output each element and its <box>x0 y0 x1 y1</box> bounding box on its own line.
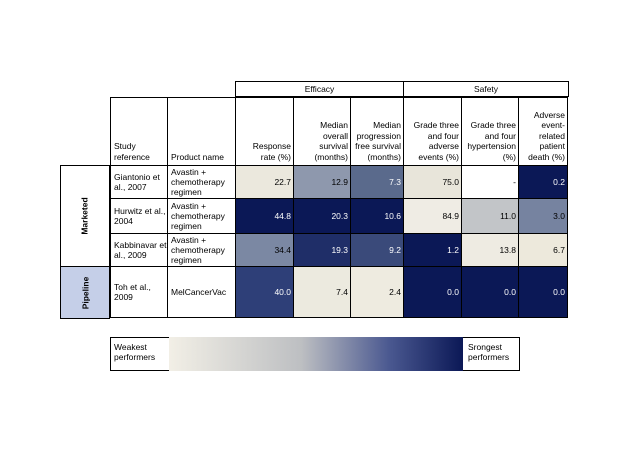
column-header-text: Adverse event-related patient death (%) <box>528 109 565 162</box>
group-header-safety-text: Safety <box>473 84 499 94</box>
column-header-text: Response rate (%) <box>252 141 291 162</box>
value-cell-text: 34.4 <box>274 245 291 255</box>
column-header-text: Grade three and four adverse events (%) <box>413 120 459 162</box>
value-cell-text: 10.6 <box>384 211 401 221</box>
value-cell <box>461 233 518 266</box>
product-name <box>167 165 235 198</box>
value-cell-text: 3.0 <box>553 211 565 221</box>
value-cell-text: 11.0 <box>500 211 516 221</box>
group-header-safety <box>403 81 569 97</box>
value-cell <box>518 266 568 318</box>
segment-label-marketed <box>60 165 110 267</box>
value-cell <box>293 165 350 198</box>
value-cell <box>350 266 403 318</box>
study-reference-text: Kabbinavar et al., 2009 <box>114 240 167 260</box>
value-cell-text: 0.2 <box>553 177 565 187</box>
value-cell <box>403 198 461 233</box>
study-reference-text: Toh et al., 2009 <box>114 282 151 302</box>
value-cell <box>403 266 461 318</box>
study-reference-text: Giantonio et al., 2007 <box>114 172 160 192</box>
column-header <box>293 97 350 165</box>
product-name <box>167 198 235 233</box>
value-cell-text: 0.0 <box>553 287 565 297</box>
group-header-efficacy-text: Efficacy <box>304 84 335 94</box>
column-header-text: Product name <box>171 151 224 162</box>
study-reference-text: Hurwitz et al., 2004 <box>114 206 166 226</box>
value-cell-text: 20.3 <box>331 211 348 221</box>
value-cell-text: 12.9 <box>331 177 348 187</box>
column-header-text: Median overall survival (months) <box>314 120 348 162</box>
value-cell <box>403 233 461 266</box>
column-header <box>167 97 235 165</box>
column-header-text: Median progression free survival (months) <box>355 120 401 162</box>
value-cell-text: 22.7 <box>274 177 291 187</box>
product-name-text: Avastin + chemotherapy regimen <box>171 167 225 197</box>
value-cell-text: 84.9 <box>442 211 459 221</box>
segment-label-pipeline <box>60 266 110 319</box>
legend-low-label-text: Weakest performers <box>114 342 156 362</box>
segment-label-pipeline-text: Pipeline <box>80 276 90 309</box>
legend-gradient <box>169 337 463 371</box>
value-cell <box>461 165 518 198</box>
value-cell <box>235 198 293 233</box>
value-cell <box>293 266 350 318</box>
value-cell <box>293 198 350 233</box>
column-header <box>235 97 293 165</box>
legend-high-label <box>468 342 520 366</box>
column-header-text: Study reference <box>114 141 150 162</box>
value-cell-text: 6.7 <box>553 245 565 255</box>
value-cell <box>518 165 568 198</box>
value-cell-text: 44.8 <box>274 211 291 221</box>
value-cell-text: 40.0 <box>274 287 291 297</box>
column-header <box>350 97 403 165</box>
value-cell-text: 2.4 <box>389 287 401 297</box>
column-header-text: Grade three and four hypertension (%) <box>467 120 516 162</box>
segment-label-marketed-text: Marketed <box>79 197 90 235</box>
product-name-text: Avastin + chemotherapy regimen <box>171 201 225 231</box>
value-cell-text: 75.0 <box>442 177 459 187</box>
value-cell-text: - <box>513 177 516 187</box>
product-name-text: Avastin + chemotherapy regimen <box>171 235 225 265</box>
value-cell <box>350 198 403 233</box>
value-cell-text: 7.4 <box>336 287 348 297</box>
study-reference <box>110 165 167 198</box>
value-cell-text: 0.0 <box>447 287 459 297</box>
study-reference <box>110 266 167 318</box>
value-cell-text: 0.0 <box>504 287 516 297</box>
study-reference <box>110 233 167 266</box>
value-cell-text: 1.2 <box>447 245 459 255</box>
value-cell-text: 9.2 <box>389 245 401 255</box>
value-cell-text: 7.3 <box>389 177 401 187</box>
group-header-efficacy <box>235 81 404 97</box>
value-cell <box>461 266 518 318</box>
legend-low-label <box>114 342 168 366</box>
product-name <box>167 233 235 266</box>
value-cell <box>293 233 350 266</box>
column-header <box>110 97 167 165</box>
value-cell <box>403 165 461 198</box>
value-cell <box>235 266 293 318</box>
value-cell <box>518 233 568 266</box>
product-name-text: MelCancerVac <box>171 287 227 297</box>
product-name <box>167 266 235 318</box>
column-header <box>403 97 461 165</box>
legend-high-label-text: Srongest performers <box>468 342 510 362</box>
column-header <box>461 97 518 165</box>
value-cell-text: 13.8 <box>499 245 516 255</box>
value-cell <box>461 198 518 233</box>
value-cell <box>350 233 403 266</box>
column-header <box>518 97 568 165</box>
value-cell <box>235 233 293 266</box>
value-cell <box>350 165 403 198</box>
value-cell <box>235 165 293 198</box>
value-cell <box>518 198 568 233</box>
value-cell-text: 19.3 <box>331 245 348 255</box>
study-reference <box>110 198 167 233</box>
